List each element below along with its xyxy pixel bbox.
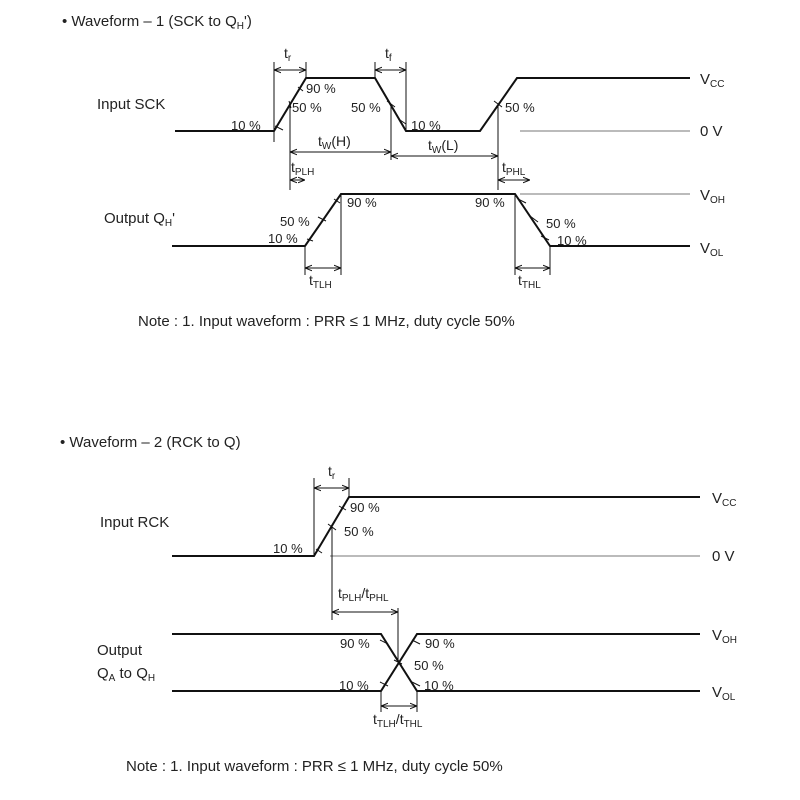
output-label-line2: $Q_A$ to $Q_H$ [97, 665, 156, 684]
waveform2-note: Note : 1. Input waveform : PRR ≤ 1 MHz, duty cycle 50% [126, 758, 503, 775]
sck-fall-10-label: 10 % [411, 118, 441, 133]
qh-rise-50-label: 50 % [280, 214, 310, 229]
vol-label-1: $V_{OL}$ [700, 240, 724, 259]
qh-fall-90-label: 90 % [475, 195, 505, 210]
rck-rise-50-label: 50 % [344, 524, 374, 539]
qh-rise-10-label: 10 % [268, 231, 298, 246]
out-rise-90-label: 90 % [425, 636, 455, 651]
out-cross-50-label: 50 % [414, 658, 444, 673]
rck-rise-90-label: 90 % [350, 500, 380, 515]
output-qh-label: Output $Q_H'$ [104, 210, 175, 229]
out-right-10-label: 10 % [424, 678, 454, 693]
input-rck-label: Input RCK [100, 514, 170, 531]
qh-fall-50-label: 50 % [546, 216, 576, 231]
sck-rise-10-label: 10 % [231, 118, 261, 133]
zero-v-label-1: 0 V [700, 123, 723, 140]
sck-rise-50-label: 50 % [292, 100, 322, 115]
tw-l-label: $t_W(L)$ [428, 137, 459, 156]
ttlh-tthl-label: $t_{TLH}/t_{THL}$ [373, 711, 423, 730]
output-label-line1: Output [97, 642, 143, 659]
voh-label-1: $V_{OH}$ [700, 187, 726, 206]
out-left-10-label: 10 % [339, 678, 369, 693]
out-fall-90-label: 90 % [340, 636, 370, 651]
tr-label-2: $t_r$ [328, 463, 336, 482]
waveform2-title: • Waveform – 2 (RCK to Q) [60, 434, 241, 451]
waveform1-note: Note : 1. Input waveform : PRR ≤ 1 MHz, duty cycle 50% [138, 313, 515, 330]
vcc-label-2: $V_{CC}$ [712, 490, 737, 509]
tw-h-label: $t_W(H)$ [318, 133, 351, 152]
tf-label: $t_f$ [385, 45, 392, 64]
rck-rise-10-label: 10 % [273, 541, 303, 556]
input-rck-signal [172, 497, 700, 556]
tplh-tphl-label: $t_{PLH}/t_{PHL}$ [338, 585, 389, 604]
ttlh-label: $t_{TLH}$ [309, 272, 332, 291]
voh-label-2: $V_{OH}$ [712, 627, 738, 646]
tplh-label: $t_{PLH}$ [291, 159, 315, 178]
sck-rise-90-label: 90 % [306, 81, 336, 96]
tthl-label: $t_{THL}$ [518, 272, 541, 291]
tphl-label: $t_{PHL}$ [502, 159, 526, 178]
tr-label: $t_r$ [284, 45, 292, 64]
zero-v-label-2: 0 V [712, 548, 735, 565]
waveform1-title: • Waveform – 1 (SCK to $Q_H'$) [62, 13, 252, 32]
qh-fall-10-label: 10 % [557, 233, 587, 248]
sck-rise2-50-label: 50 % [505, 100, 535, 115]
output-qh-signal [172, 194, 690, 246]
vol-label-2: $V_{OL}$ [712, 684, 736, 703]
sck-fall-50-label: 50 % [351, 100, 381, 115]
qh-rise-90-label: 90 % [347, 195, 377, 210]
vcc-label-1: $V_{CC}$ [700, 71, 725, 90]
input-sck-label: Input SCK [97, 96, 166, 113]
